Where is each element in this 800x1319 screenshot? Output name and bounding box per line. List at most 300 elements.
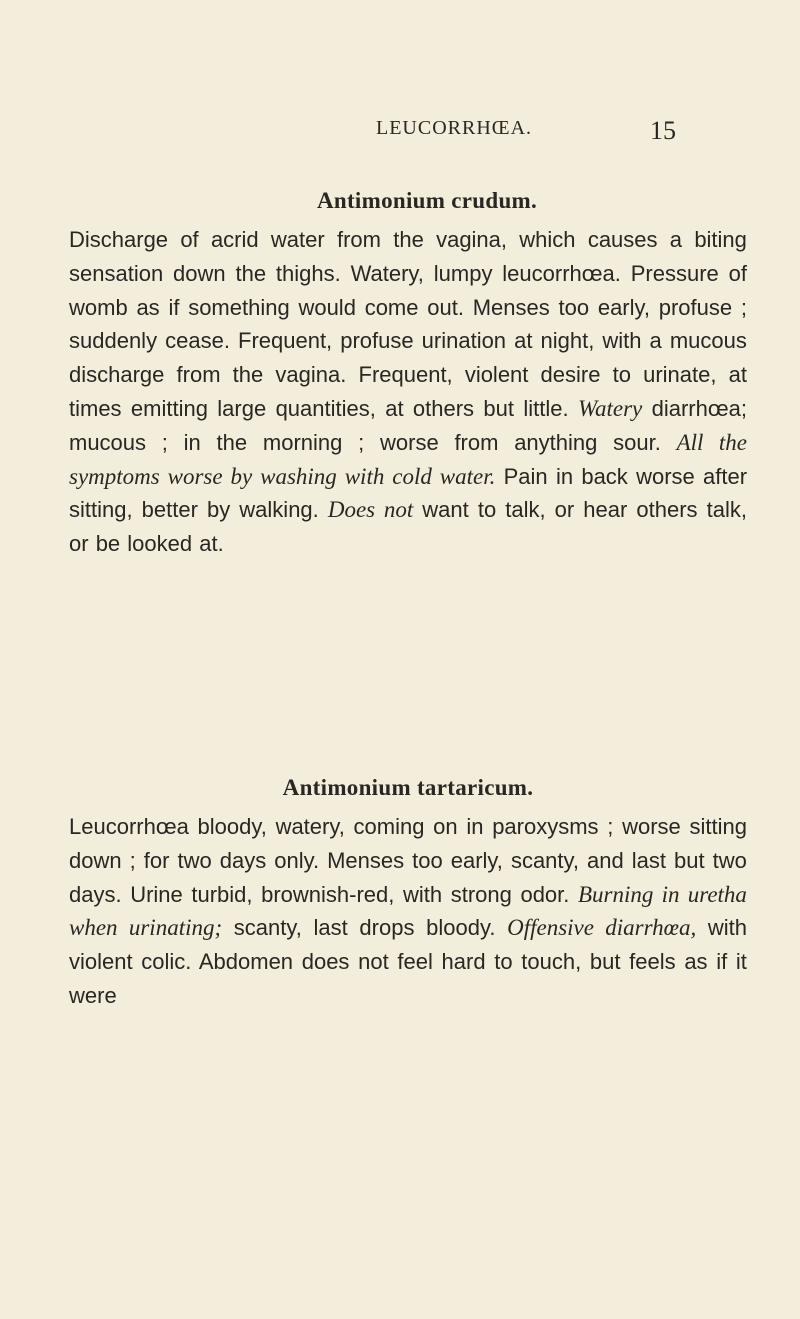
text-line bbox=[69, 291, 747, 325]
text-segment bbox=[666, 848, 674, 873]
text-segment bbox=[133, 949, 142, 974]
text-segment: quantities, bbox=[275, 395, 376, 421]
text-segment bbox=[696, 915, 708, 940]
text-line bbox=[69, 979, 747, 1013]
text-segment bbox=[589, 295, 598, 320]
section-antimonium-crudum bbox=[69, 187, 747, 561]
text-segment: sour. bbox=[613, 429, 661, 455]
text-segment bbox=[179, 295, 188, 320]
text-segment: others bbox=[636, 497, 698, 523]
text-segment: back bbox=[581, 463, 628, 489]
text-segment: others bbox=[412, 395, 475, 421]
text-segment: at bbox=[514, 328, 533, 354]
text-segment bbox=[569, 882, 578, 907]
text-segment bbox=[548, 464, 556, 489]
text-segment: a bbox=[669, 227, 683, 252]
text-segment bbox=[579, 848, 587, 873]
italic-text bbox=[252, 464, 260, 489]
text-segment bbox=[356, 295, 365, 320]
text-line bbox=[69, 358, 747, 392]
italic-text bbox=[223, 464, 231, 489]
text-segment: does bbox=[301, 949, 350, 975]
text-segment bbox=[302, 915, 314, 940]
italic-text: in bbox=[661, 881, 680, 907]
text-segment bbox=[698, 497, 707, 522]
text-segment bbox=[662, 328, 670, 353]
text-segment: urinate, bbox=[643, 362, 717, 388]
text-segment: from bbox=[336, 227, 381, 252]
text-segment bbox=[221, 362, 233, 387]
text-segment bbox=[597, 430, 613, 455]
text-segment: Frequent, bbox=[358, 362, 453, 388]
text-line bbox=[69, 324, 747, 358]
text-segment: two bbox=[177, 847, 212, 873]
text-segment: sitting, bbox=[69, 497, 133, 523]
text-segment: but bbox=[483, 395, 514, 421]
page-number: 15 bbox=[650, 116, 676, 145]
text-segment bbox=[727, 949, 736, 974]
text-segment: paroxysms bbox=[492, 814, 599, 839]
text-line bbox=[69, 223, 747, 257]
text-line bbox=[69, 945, 747, 979]
text-segment bbox=[507, 227, 519, 252]
text-segment: diarrhœa; bbox=[651, 395, 747, 421]
italic-text bbox=[703, 430, 718, 455]
text-segment: two bbox=[712, 847, 747, 873]
text-segment: walking. bbox=[239, 497, 319, 523]
text-segment: profuse bbox=[340, 328, 414, 354]
text-segment bbox=[342, 430, 358, 455]
text-segment bbox=[122, 882, 131, 907]
text-segment: Menses bbox=[472, 294, 550, 320]
text-segment: ; bbox=[740, 294, 748, 320]
text-segment bbox=[332, 328, 340, 353]
text-segment bbox=[514, 396, 523, 421]
italic-text bbox=[653, 882, 661, 907]
text-segment bbox=[424, 227, 436, 252]
text-segment bbox=[442, 882, 451, 907]
text-segment bbox=[506, 328, 514, 353]
text-segment: come bbox=[364, 294, 419, 320]
text-segment: ; bbox=[129, 847, 136, 873]
italic-text: worse bbox=[167, 463, 223, 489]
running-header bbox=[0, 88, 800, 145]
text-segment: from bbox=[176, 362, 221, 388]
text-segment bbox=[198, 497, 207, 522]
text-segment bbox=[574, 497, 583, 522]
text-line bbox=[69, 527, 747, 561]
text-segment: little. bbox=[523, 395, 569, 421]
text-segment: violent bbox=[69, 949, 133, 975]
text-segment bbox=[226, 261, 236, 286]
text-segment bbox=[381, 227, 393, 252]
text-segment: the bbox=[216, 429, 248, 455]
text-segment bbox=[418, 295, 427, 320]
text-segment: or bbox=[69, 531, 89, 557]
text-segment bbox=[682, 227, 694, 252]
text-segment bbox=[464, 295, 473, 320]
text-segment bbox=[122, 848, 130, 873]
text-segment: of bbox=[728, 260, 747, 286]
text-segment bbox=[503, 848, 511, 873]
text-segment: strong bbox=[450, 881, 512, 907]
text-segment: scanty, bbox=[233, 915, 302, 941]
text-line bbox=[69, 426, 747, 460]
text-segment bbox=[495, 915, 507, 940]
text-segment bbox=[599, 814, 608, 839]
italic-text: by bbox=[230, 463, 253, 489]
text-segment: it bbox=[735, 949, 747, 975]
text-segment bbox=[546, 497, 555, 522]
text-segment: a bbox=[649, 328, 662, 354]
text-segment: lumpy bbox=[433, 260, 493, 286]
italic-text bbox=[594, 915, 605, 940]
text-segment bbox=[348, 915, 360, 940]
italic-text: All bbox=[676, 429, 704, 455]
text-segment: too bbox=[558, 294, 590, 320]
text-segment: were bbox=[69, 982, 117, 1008]
text-segment: not bbox=[358, 949, 389, 975]
text-segment: drops bbox=[359, 915, 415, 941]
italic-text bbox=[680, 882, 688, 907]
text-segment bbox=[624, 848, 632, 873]
text-segment bbox=[642, 328, 650, 353]
text-segment: feel bbox=[397, 949, 433, 975]
text-segment: from bbox=[454, 429, 499, 455]
text-segment: Abdomen bbox=[198, 949, 294, 975]
text-segment bbox=[631, 362, 643, 387]
text-segment bbox=[189, 814, 198, 839]
text-segment: to bbox=[494, 949, 513, 975]
text-segment bbox=[708, 949, 717, 974]
text-segment bbox=[474, 396, 483, 421]
text-segment: with bbox=[707, 915, 747, 941]
text-segment: profuse bbox=[658, 294, 733, 320]
text-segment: anything bbox=[514, 429, 598, 455]
text-segment bbox=[569, 396, 578, 421]
text-segment: cease. bbox=[165, 328, 230, 354]
text-segment bbox=[259, 227, 271, 252]
text-segment: scanty, bbox=[510, 847, 579, 873]
text-segment bbox=[414, 328, 422, 353]
italic-text bbox=[160, 464, 168, 489]
text-segment bbox=[404, 848, 412, 873]
text-segment bbox=[513, 949, 522, 974]
text-segment: vagina. bbox=[275, 362, 347, 388]
text-segment: hear bbox=[583, 497, 628, 523]
text-segment: at bbox=[728, 362, 747, 388]
text-segment: Urine bbox=[130, 881, 183, 907]
text-segment bbox=[319, 848, 327, 873]
text-segment: the bbox=[232, 362, 264, 388]
section-body bbox=[69, 810, 747, 1013]
text-segment: with bbox=[402, 881, 443, 907]
italic-text: the bbox=[718, 429, 747, 455]
text-segment: large bbox=[217, 395, 267, 421]
text-segment bbox=[613, 814, 622, 839]
text-segment: womb bbox=[69, 294, 128, 320]
text-segment bbox=[230, 497, 239, 522]
text-segment: after bbox=[703, 463, 748, 489]
text-segment bbox=[164, 362, 176, 387]
text-segment: which bbox=[519, 227, 576, 252]
text-line bbox=[69, 257, 747, 291]
text-segment: vagina, bbox=[436, 227, 508, 252]
italic-text: Watery bbox=[577, 395, 643, 421]
text-segment: talk, bbox=[505, 497, 546, 523]
text-segment: in bbox=[183, 429, 201, 455]
text-segment: mucous bbox=[669, 328, 747, 354]
text-segment bbox=[424, 814, 433, 839]
italic-text bbox=[375, 497, 384, 522]
text-segment bbox=[532, 328, 540, 353]
text-segment: water bbox=[270, 227, 325, 252]
text-segment: but bbox=[674, 847, 705, 873]
text-segment bbox=[453, 362, 465, 387]
italic-text bbox=[337, 464, 345, 489]
text-segment bbox=[528, 362, 540, 387]
italic-text: with bbox=[344, 463, 385, 489]
text-segment bbox=[676, 949, 685, 974]
text-segment: mucous bbox=[69, 429, 147, 455]
italic-text: washing bbox=[260, 463, 337, 489]
text-segment: Pain bbox=[503, 463, 548, 489]
text-segment bbox=[263, 362, 275, 387]
text-segment bbox=[483, 814, 492, 839]
text-segment bbox=[581, 949, 590, 974]
section-heading: Antimonium crudum. bbox=[316, 188, 538, 213]
text-segment: looked bbox=[127, 531, 193, 557]
text-segment: suddenly bbox=[69, 328, 158, 354]
text-segment bbox=[414, 915, 426, 940]
text-segment bbox=[658, 227, 670, 252]
text-line bbox=[69, 878, 747, 912]
text-segment: thighs. bbox=[275, 260, 341, 286]
text-segment: ; bbox=[358, 429, 365, 455]
text-line bbox=[69, 460, 747, 494]
text-segment: worse bbox=[636, 463, 695, 489]
text-segment: odor. bbox=[520, 881, 570, 907]
text-segment: to bbox=[477, 497, 497, 523]
text-segment bbox=[341, 261, 351, 286]
text-segment: feels bbox=[629, 949, 676, 975]
text-segment: but bbox=[589, 949, 621, 975]
text-segment bbox=[443, 848, 451, 873]
text-segment bbox=[163, 261, 173, 286]
text-segment: Leucorrhœa bbox=[69, 814, 189, 839]
text-segment: sensation bbox=[69, 260, 164, 286]
text-line bbox=[69, 493, 747, 527]
text-segment: the bbox=[235, 260, 267, 286]
text-segment: with bbox=[602, 328, 642, 354]
italic-text bbox=[432, 464, 440, 489]
text-segment: turbid, bbox=[191, 881, 253, 907]
text-segment: and bbox=[587, 847, 624, 873]
text-segment bbox=[705, 848, 713, 873]
text-segment: urination bbox=[421, 328, 507, 354]
text-segment bbox=[168, 227, 180, 252]
text-segment: worse bbox=[622, 814, 681, 839]
text-segment: too bbox=[412, 847, 443, 873]
text-segment bbox=[469, 497, 478, 522]
text-segment bbox=[642, 396, 651, 421]
text-segment: early, bbox=[450, 847, 503, 873]
text-segment bbox=[319, 497, 328, 522]
text-segment bbox=[222, 915, 234, 940]
italic-text: when bbox=[69, 915, 118, 941]
text-segment bbox=[600, 362, 612, 387]
text-segment bbox=[89, 531, 96, 556]
text-segment: the bbox=[393, 227, 424, 252]
text-segment bbox=[208, 396, 217, 421]
text-segment: sitting bbox=[689, 814, 747, 839]
text-segment bbox=[376, 396, 385, 421]
text-segment bbox=[136, 848, 144, 873]
text-segment bbox=[191, 949, 198, 974]
text-segment: night, bbox=[540, 328, 595, 354]
text-segment: for bbox=[143, 847, 170, 873]
italic-text: Burning bbox=[577, 881, 654, 907]
text-segment bbox=[201, 430, 217, 455]
text-segment bbox=[345, 814, 354, 839]
text-segment: morning bbox=[262, 429, 343, 455]
text-segment: biting bbox=[694, 227, 747, 252]
text-segment: times bbox=[69, 395, 122, 421]
text-segment bbox=[620, 949, 629, 974]
text-segment bbox=[404, 396, 413, 421]
text-segment: by bbox=[206, 497, 231, 523]
text-line bbox=[69, 810, 747, 844]
text-segment: worse bbox=[380, 429, 439, 455]
text-segment: early, bbox=[597, 294, 650, 320]
text-segment: want bbox=[422, 497, 469, 523]
text-segment: days bbox=[219, 847, 267, 873]
italic-text bbox=[118, 915, 129, 940]
text-segment bbox=[133, 497, 142, 522]
text-segment bbox=[650, 295, 659, 320]
italic-text: cold bbox=[392, 463, 432, 489]
italic-text: not bbox=[383, 497, 414, 523]
text-segment bbox=[346, 362, 358, 387]
text-segment: at. bbox=[199, 531, 224, 557]
text-segment: ; bbox=[607, 814, 614, 839]
section-antimonium-tartaricum bbox=[69, 774, 747, 1013]
text-segment bbox=[717, 362, 729, 387]
text-segment: better bbox=[141, 497, 198, 523]
text-segment: violent bbox=[464, 362, 529, 388]
text-segment: desire bbox=[540, 362, 601, 388]
text-segment bbox=[267, 814, 276, 839]
section-heading: Antimonium tartaricum. bbox=[282, 775, 534, 800]
text-segment bbox=[168, 430, 184, 455]
text-segment bbox=[661, 430, 677, 455]
text-line bbox=[69, 392, 747, 426]
text-segment: discharge bbox=[69, 362, 165, 388]
text-segment: days. bbox=[69, 881, 122, 907]
text-segment: to bbox=[612, 362, 631, 388]
text-segment: emitting bbox=[130, 395, 208, 421]
text-segment bbox=[230, 328, 238, 353]
text-segment bbox=[621, 261, 631, 286]
text-segment: last bbox=[631, 847, 666, 873]
text-segment: down bbox=[173, 260, 226, 286]
text-segment: bloody, bbox=[197, 814, 267, 839]
text-segment: leucorrhœa. bbox=[502, 260, 621, 286]
text-segment: brownish-red, bbox=[261, 881, 395, 907]
text-segment bbox=[732, 295, 741, 320]
text-segment: talk, bbox=[706, 497, 747, 523]
text-segment bbox=[146, 430, 162, 455]
italic-text: urinating; bbox=[128, 915, 223, 941]
text-segment bbox=[266, 261, 276, 286]
text-segment bbox=[576, 227, 588, 252]
text-segment bbox=[364, 430, 380, 455]
text-segment: at bbox=[385, 395, 404, 421]
text-segment: hard bbox=[441, 949, 486, 975]
italic-text: diarrhœa, bbox=[605, 915, 697, 941]
text-segment: on bbox=[433, 814, 458, 839]
text-segment: in bbox=[466, 814, 484, 839]
text-segment: be bbox=[95, 531, 121, 557]
text-segment: touch, bbox=[521, 949, 582, 975]
text-segment: watery, bbox=[275, 814, 345, 839]
text-segment bbox=[325, 227, 337, 252]
text-segment: if bbox=[168, 294, 180, 320]
text-line bbox=[69, 911, 747, 945]
text-segment: in bbox=[555, 463, 574, 489]
text-segment bbox=[424, 261, 434, 286]
section-body bbox=[69, 223, 747, 561]
text-segment bbox=[253, 882, 262, 907]
text-segment: only. bbox=[274, 847, 320, 873]
text-segment bbox=[498, 430, 514, 455]
text-segment bbox=[212, 848, 220, 873]
text-line bbox=[69, 844, 747, 878]
text-segment bbox=[199, 227, 211, 252]
italic-text: Offensive bbox=[507, 915, 594, 941]
text-segment: bloody. bbox=[426, 915, 496, 941]
running-title: LEUCORRHŒA. bbox=[376, 117, 533, 139]
text-segment: Menses bbox=[327, 847, 405, 873]
italic-text: uretha bbox=[687, 881, 747, 907]
text-segment bbox=[695, 464, 703, 489]
text-segment bbox=[247, 430, 263, 455]
text-segment: something bbox=[188, 294, 290, 320]
text-segment bbox=[496, 497, 505, 522]
text-segment bbox=[439, 430, 455, 455]
text-segment: or bbox=[554, 497, 575, 523]
text-segment: out. bbox=[427, 294, 464, 320]
text-segment bbox=[266, 396, 275, 421]
text-segment bbox=[349, 949, 358, 974]
text-segment: as bbox=[684, 949, 708, 975]
text-segment: coming bbox=[353, 814, 425, 839]
text-segment: last bbox=[313, 915, 348, 941]
text-segment: Frequent, bbox=[238, 328, 333, 354]
italic-text: symptoms bbox=[69, 463, 160, 489]
text-segment bbox=[495, 464, 503, 489]
text-segment bbox=[413, 497, 422, 522]
text-segment bbox=[394, 882, 403, 907]
text-segment bbox=[486, 949, 495, 974]
text-segment: down bbox=[69, 847, 122, 873]
text-segment: acrid bbox=[210, 227, 259, 252]
text-segment: ; bbox=[161, 429, 168, 455]
text-segment bbox=[492, 261, 502, 286]
text-segment: Pressure bbox=[630, 260, 719, 286]
text-segment bbox=[719, 261, 729, 286]
text-segment: Watery, bbox=[350, 260, 424, 286]
